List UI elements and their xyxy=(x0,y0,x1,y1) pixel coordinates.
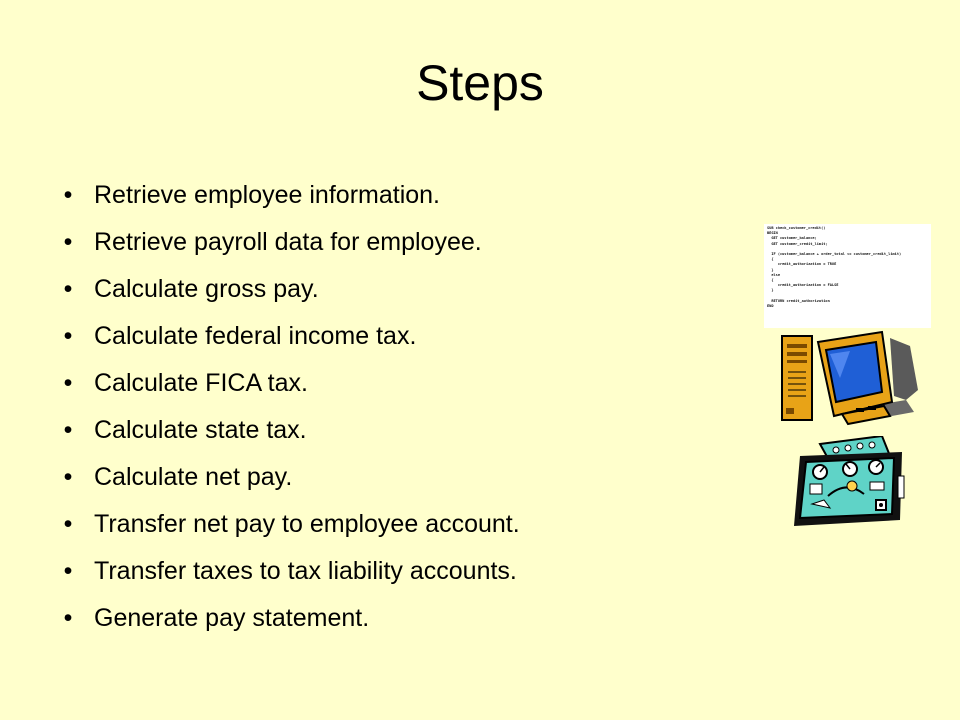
bullet-glyph: • xyxy=(63,275,73,303)
bullet-text: Calculate net pay. xyxy=(94,463,293,491)
bullet-item xyxy=(58,595,748,642)
bullet-text: Calculate gross pay. xyxy=(94,275,319,303)
bullet-text: Retrieve employee information. xyxy=(94,181,440,209)
bullet-glyph: • xyxy=(63,322,73,350)
control-panel-icon xyxy=(790,436,908,528)
bullet-glyph: • xyxy=(63,369,73,397)
bullet-glyph: • xyxy=(63,604,73,632)
bullet-text: Calculate state tax. xyxy=(94,416,307,444)
bullet-text: Transfer taxes to tax liability accounts. xyxy=(94,557,517,585)
bullet-item xyxy=(58,313,748,360)
desktop-computer-icon xyxy=(778,328,920,426)
bullet-list xyxy=(58,172,748,642)
bullet-item xyxy=(58,172,748,219)
bullet-text: Calculate FICA tax. xyxy=(94,369,308,397)
code-snippet: SUB check_customer_credit() BEGIN GET customer_balance; GET customer_credit_limit; IF (customer_balance + order_total <= customer_credit_limit) { credit_authorization = TRUE } else { credit_authorization = FALSE } RETURN credit_authorization END xyxy=(767,226,902,309)
bullet-glyph: • xyxy=(63,181,73,209)
bullet-glyph: • xyxy=(63,463,73,491)
bullet-text: Retrieve payroll data for employee. xyxy=(94,228,482,256)
bullet-glyph: • xyxy=(63,416,73,444)
bullet-text: Calculate federal income tax. xyxy=(94,322,417,350)
bullet-text: Generate pay statement. xyxy=(94,604,370,632)
bullet-item xyxy=(58,266,748,313)
bullet-item xyxy=(58,219,748,266)
bullet-glyph: • xyxy=(63,557,73,585)
bullet-text: Transfer net pay to employee account. xyxy=(94,510,520,538)
bullet-item xyxy=(58,360,748,407)
slide-title: Steps xyxy=(416,55,544,111)
bullet-item xyxy=(58,501,748,548)
bullet-item xyxy=(58,454,748,501)
bullet-item xyxy=(58,548,748,595)
bullet-item xyxy=(58,407,748,454)
code-listing-icon xyxy=(764,224,931,328)
bullet-glyph: • xyxy=(63,228,73,256)
bullet-glyph: • xyxy=(63,510,73,538)
